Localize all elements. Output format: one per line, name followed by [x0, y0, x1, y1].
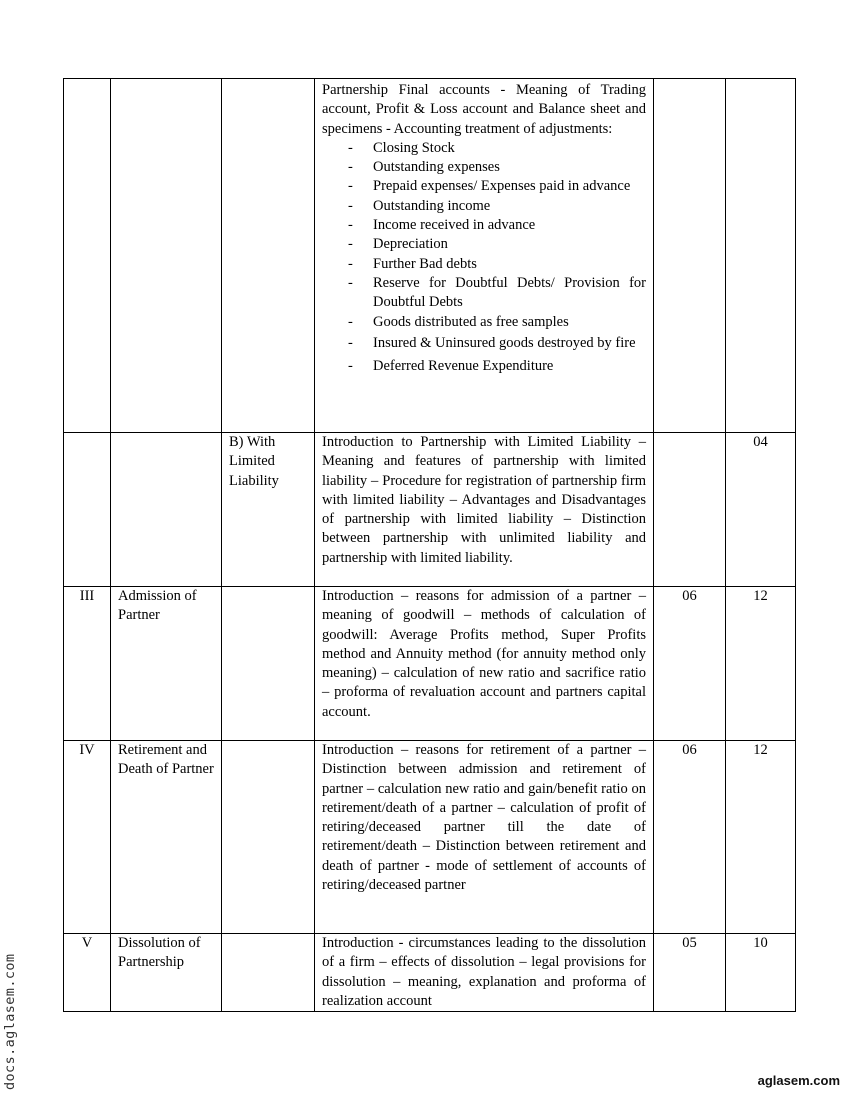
- list-item: - Depreciation: [348, 235, 646, 254]
- table-row-limited-liability: [64, 433, 796, 587]
- unit-number-cell: IV: [64, 741, 111, 934]
- unit-topic-cell: Dissolution of Partnership: [111, 934, 222, 1012]
- subtopic-cell: [222, 741, 315, 934]
- unit-topic-cell: Retirement and Death of Partner: [111, 741, 222, 934]
- hours-cell: [654, 79, 726, 433]
- side-watermark: docs.aglasem.com: [2, 953, 18, 1090]
- unit-number-cell: III: [64, 587, 111, 741]
- brand-footer: aglasem.com: [757, 1073, 840, 1088]
- marks-cell: 12: [726, 741, 796, 934]
- list-item: - Income received in advance: [348, 216, 646, 235]
- list-item: - Outstanding income: [348, 197, 646, 216]
- hours-cell: 05: [654, 934, 726, 1012]
- table-row-final-accounts: [64, 79, 796, 433]
- subtopic-cell: B) With Limited Liability: [222, 433, 315, 587]
- unit-topic-cell: [111, 79, 222, 433]
- unit-number-cell: [64, 433, 111, 587]
- list-item: - Closing Stock: [348, 139, 646, 158]
- marks-cell: [726, 79, 796, 433]
- unit-number-cell: [64, 79, 111, 433]
- table-row-unit-iv: [64, 741, 796, 934]
- content-cell: Introduction to Partnership with Limited Liability – Meaning and features of partnership with limited liability – Procedure for registration of partnership firm with limited liability – Advantages and Disadvantages of partnership with limited liability – Distinction between partnership with unlimited liability and partnership with limited liability.: [315, 433, 654, 587]
- syllabus-table: [63, 78, 796, 1012]
- hours-cell: [654, 433, 726, 587]
- marks-cell: 10: [726, 934, 796, 1012]
- content-cell: Introduction – reasons for retirement of a partner – Distinction between admission and retirement of partner – calculation new ratio and gain/benefit ratio on retirement/death of a partner – calculation of profit of retiring/deceased partner till the date of retirement/death – Distinction between retirement and death of partner - mode of settlement of accounts of retiring/deceased partner: [315, 741, 654, 934]
- marks-cell: 12: [726, 587, 796, 741]
- list-item: - Outstanding expenses: [348, 158, 646, 177]
- content-cell: Introduction – reasons for admission of a partner – meaning of goodwill – methods of calculation of goodwill: Average Profits method, Super Profits method and Annuity method (for annuity method only meaning) – calculation of new ratio and sacrifice ratio – proforma of revaluation account and partners capital account.: [315, 587, 654, 741]
- content-intro: Partnership Final accounts - Meaning of Trading account, Profit & Loss account and Balance sheet and specimens - Accounting treatment of adjustments:: [322, 82, 646, 137]
- marks-cell: 04: [726, 433, 796, 587]
- subtopic-cell: [222, 934, 315, 1012]
- hours-cell: 06: [654, 587, 726, 741]
- list-item: - Goods distributed as free samples: [348, 313, 646, 332]
- unit-number-cell: V: [64, 934, 111, 1012]
- hours-cell: 06: [654, 741, 726, 934]
- table-row-unit-v: [64, 934, 796, 1012]
- unit-topic-cell: [111, 433, 222, 587]
- unit-topic-cell: Admission of Partner: [111, 587, 222, 741]
- content-cell: Introduction - circumstances leading to the dissolution of a firm – effects of dissolution – legal provisions for dissolution – meaning, explanation and proforma of realization account: [315, 934, 654, 1012]
- list-item: - Deferred Revenue Expenditure: [348, 357, 646, 376]
- subtopic-cell: [222, 79, 315, 433]
- content-cell: [315, 79, 654, 433]
- list-item: - Prepaid expenses/ Expenses paid in advance: [348, 177, 646, 196]
- subtopic-cell: [222, 587, 315, 741]
- table-row-unit-iii: [64, 587, 796, 741]
- list-item: - Reserve for Doubtful Debts/ Provision for Doubtful Debts: [348, 274, 646, 313]
- adjustments-list: [322, 139, 646, 376]
- list-item: - Insured & Uninsured goods destroyed by fire: [348, 332, 646, 354]
- list-item: - Further Bad debts: [348, 255, 646, 274]
